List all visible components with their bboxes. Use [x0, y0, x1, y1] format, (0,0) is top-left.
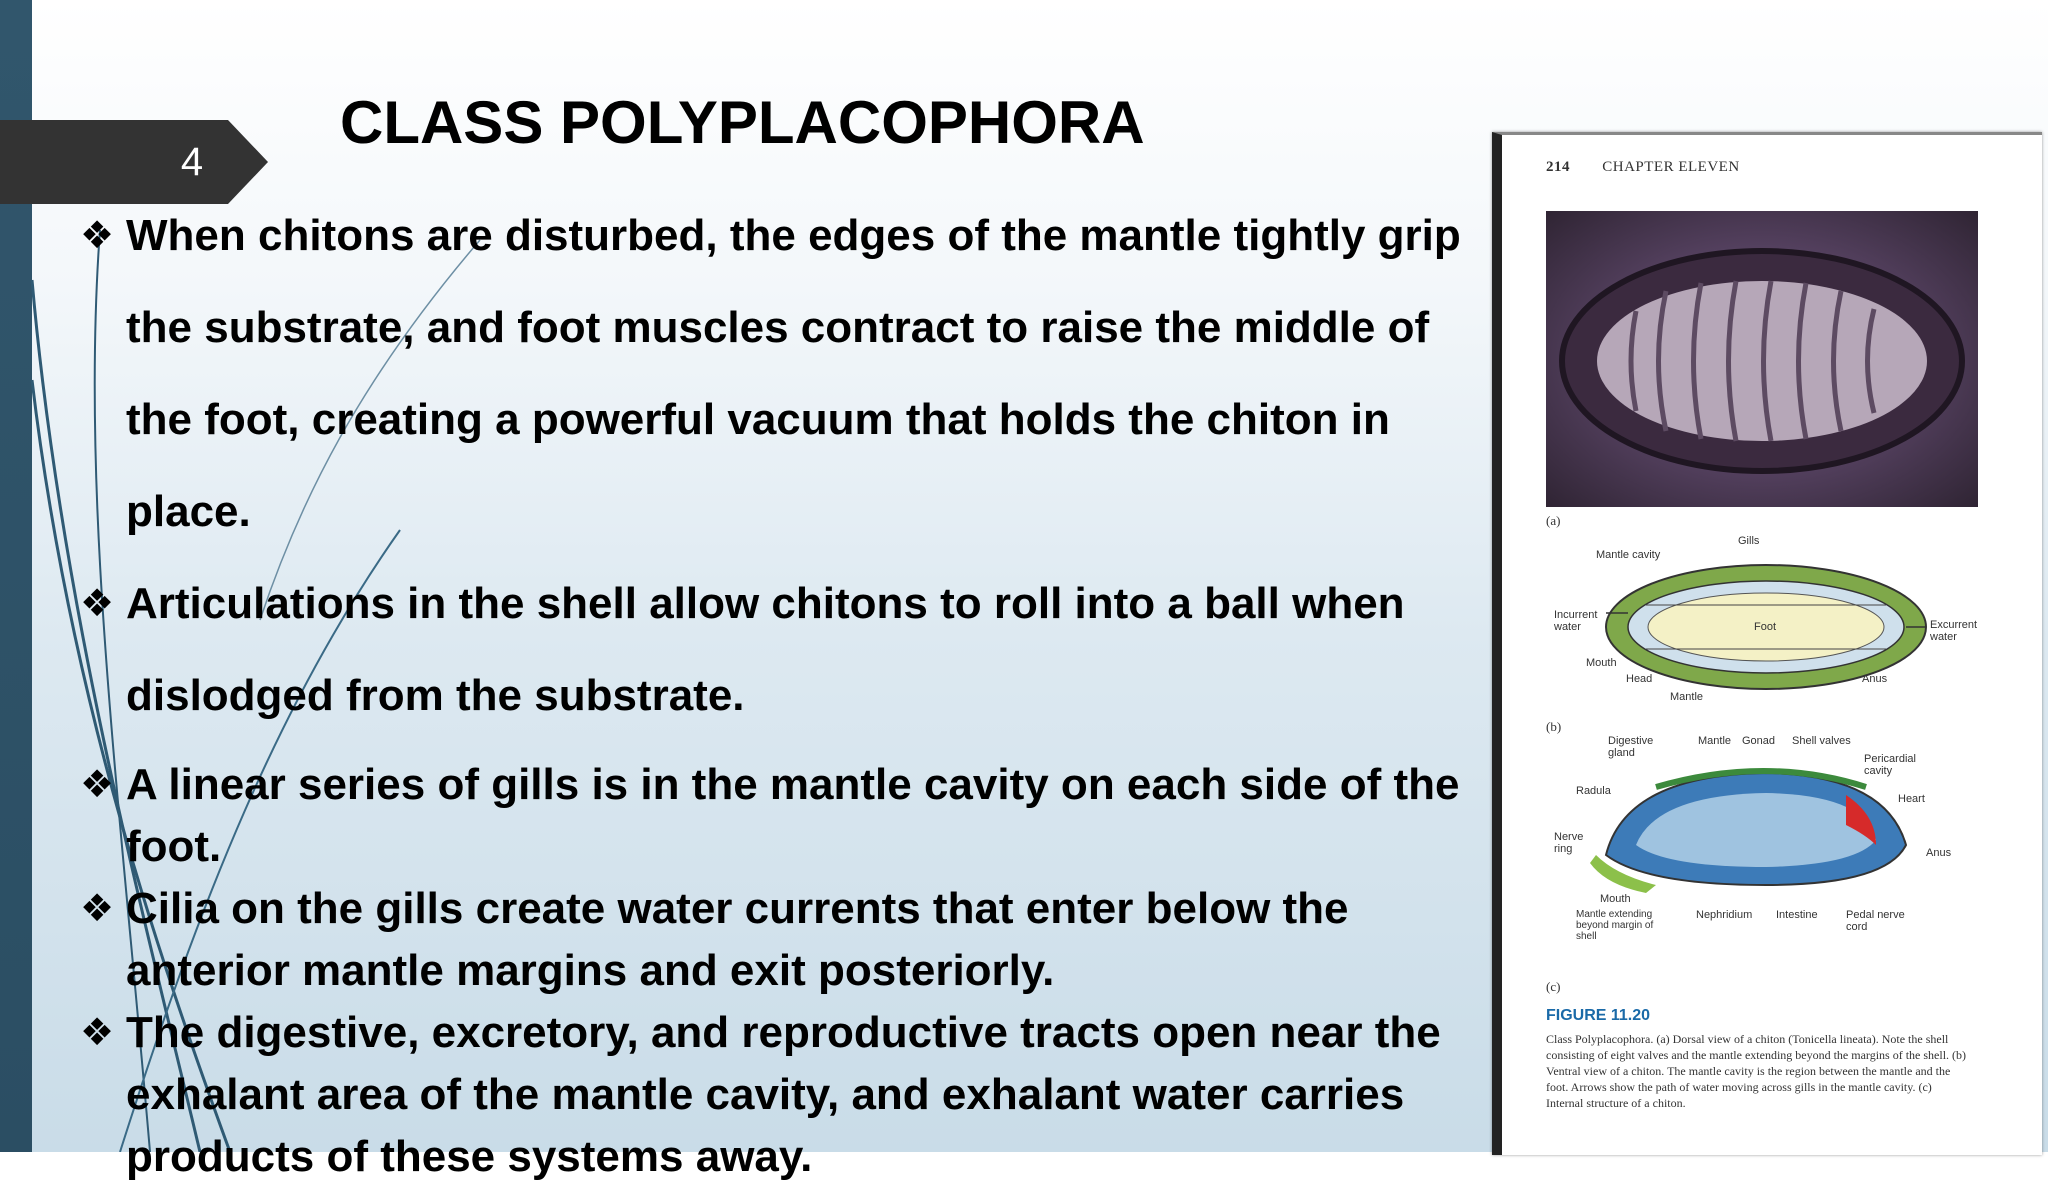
- bullet-list: [80, 190, 1490, 1188]
- label-pericardial-cavity: Pericardial cavity: [1864, 753, 1916, 777]
- chiton-photo: [1546, 211, 1978, 507]
- bullet-text: When chitons are disturbed, the edges of the mantle tightly grip the substrate, and foot muscles contract to raise the middle of the foot, creating a powerful vacuum that holds the chiton in place.: [126, 211, 1461, 536]
- page-header: [1546, 159, 1740, 176]
- label-intestine: Intestine: [1776, 909, 1818, 921]
- bullet-text: The digestive, excretory, and reproductive tracts open near the exhalant area of the mantle cavity, and exhalant water carries products of these systems away.: [126, 1008, 1441, 1181]
- bullet-text: Cilia on the gills create water currents that enter below the anterior mantle margins and exit posteriorly.: [126, 884, 1349, 995]
- label-mouth-c: Mouth: [1600, 893, 1631, 905]
- bullet-text: A linear series of gills is in the mantle cavity on each side of the foot.: [126, 760, 1460, 871]
- label-mantle-extending: Mantle extending beyond margin of shell: [1576, 909, 1654, 942]
- label-mouth: Mouth: [1586, 657, 1617, 669]
- label-shell-valves: Shell valves: [1792, 735, 1851, 747]
- textbook-figure-image: [1492, 132, 2042, 1155]
- panel-label-b: (b): [1546, 719, 1562, 734]
- label-gonad: Gonad: [1742, 735, 1776, 747]
- figure-title: FIGURE 11.20: [1546, 1007, 1651, 1024]
- label-incurrent-water: Incurrent water: [1554, 609, 1598, 633]
- label-anus: Anus: [1862, 673, 1888, 685]
- label-mantle-cavity: Mantle cavity: [1596, 549, 1661, 561]
- page-number: 214: [1546, 159, 1570, 175]
- slide-title: CLASS POLYPLACOPHORA: [340, 89, 1145, 156]
- internal-structure-diagram: [1546, 735, 1986, 942]
- bullet-item: [80, 878, 1490, 1002]
- chapter-label: CHAPTER ELEVEN: [1602, 159, 1740, 175]
- label-radula: Radula: [1576, 785, 1611, 797]
- label-excurrent-water: Excurrent water: [1930, 619, 1978, 643]
- panel-label-c: (c): [1546, 979, 1561, 994]
- label-nephridium: Nephridium: [1696, 909, 1753, 921]
- label-mantle-c: Mantle: [1698, 735, 1732, 747]
- label-heart: Heart: [1898, 793, 1925, 805]
- ventral-view-diagram: [1546, 535, 1986, 715]
- panel-label-a: (a): [1546, 513, 1561, 528]
- bullet-item: [80, 190, 1490, 558]
- bullet-marker-icon: ❖: [80, 764, 115, 806]
- bullet-marker-icon: ❖: [80, 215, 115, 257]
- slide-number: 4: [180, 140, 204, 184]
- bullet-marker-icon: ❖: [80, 583, 115, 625]
- label-foot: Foot: [1754, 621, 1777, 633]
- label-gills: Gills: [1738, 535, 1760, 547]
- label-digestive-gland: Digestive gland: [1608, 735, 1654, 759]
- bullet-marker-icon: ❖: [80, 1012, 115, 1054]
- bullet-marker-icon: ❖: [80, 888, 115, 930]
- bullet-text: Articulations in the shell allow chitons to roll into a ball when dislodged from the substrate.: [126, 579, 1405, 720]
- label-anus-c: Anus: [1926, 847, 1952, 859]
- bullet-item: [80, 754, 1490, 878]
- figure-caption: Class Polyplacophora. (a) Dorsal view of a chiton (Tonicella lineata). Note the shell consisting of eight valves and the mantle extending beyond the margins of the shell. (b) Ventral view of a chiton. The mantle cavity is the region between the mantle and the foot. Arrows show the path of water moving across gills in the mantle cavity. (c) Internal structure of a chiton.: [1546, 1032, 1967, 1110]
- label-mantle: Mantle: [1670, 691, 1704, 703]
- bullet-item: [80, 558, 1490, 742]
- label-nerve-ring: Nerve ring: [1554, 831, 1584, 855]
- label-pedal-nerve-cord: Pedal nerve cord: [1846, 909, 1905, 933]
- label-head: Head: [1626, 673, 1653, 685]
- bullet-item: [80, 1002, 1490, 1188]
